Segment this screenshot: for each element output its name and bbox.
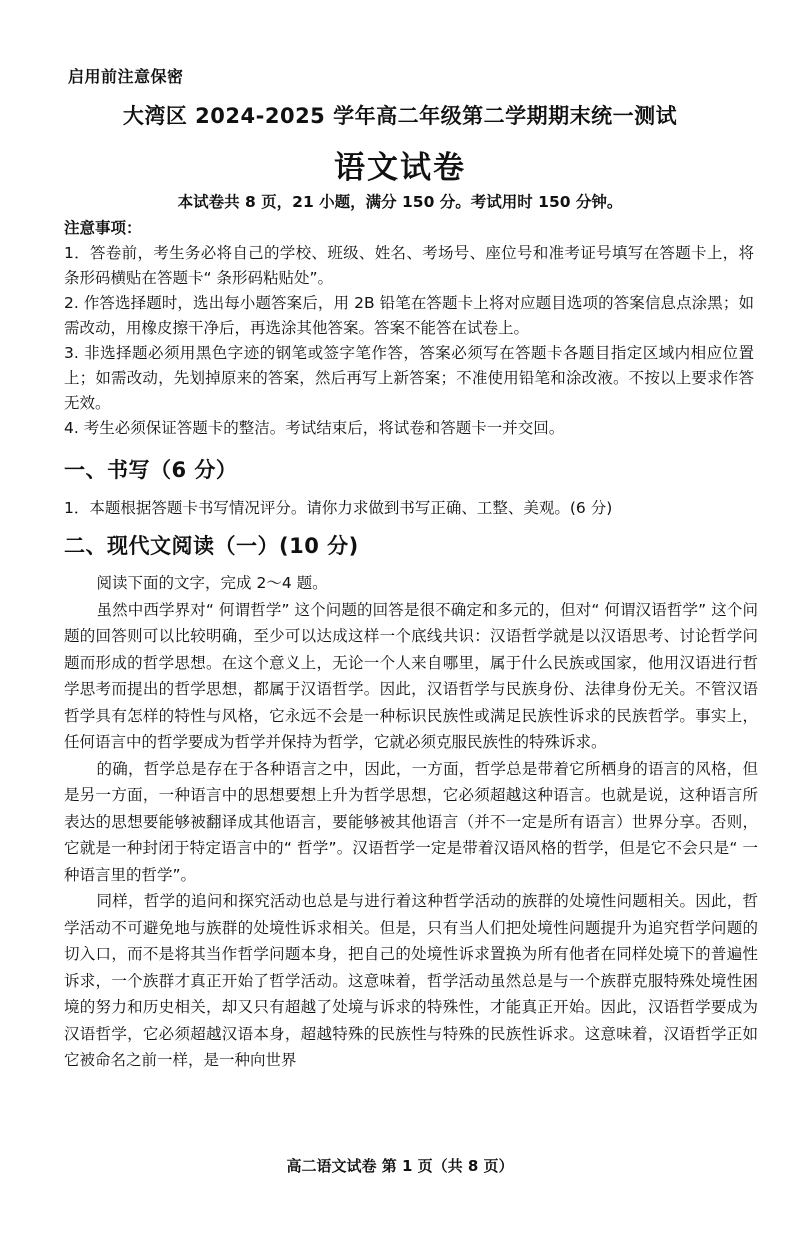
notes-item: 4. 考生必须保证答题卡的整洁。考试结束后，将试卷和答题卡一并交回。	[64, 419, 565, 437]
notes-block	[64, 216, 754, 441]
passage-paragraph: 的确，哲学总是存在于各种语言之中，因此，一方面，哲学总是带着它所栖身的语言的风格，但是另一方面，一种语言中的思想要想上升为哲学思想，它必须超越这种语言。也就是说，这种语言所表达的思想要能够被翻译成其他语言，要能够被其他语言（并不一定是所有语言）世界分享。否则，它就是一种封闭于特定语言中的“ 哲学”。汉语哲学一定是带着汉语风格的哲学，但是它不会只是“ 一种语言里的哲学”。	[64, 759, 758, 884]
notes-item: 1．答卷前，考生务必将自己的学校、班级、姓名、考场号、座位号和准考证号填写在答题卡上，将条形码横贴在答题卡“ 条形码粘贴处”。	[64, 244, 754, 287]
notes-item: 3. 非选择题必须用黑色字迹的钢笔或签字笔作答，答案必须写在答题卡各题目指定区域内相应位置上；如需改动，先划掉原来的答案，然后再写上新答案；不准使用铅笔和涂改液。不按以上要求作答无效。	[64, 344, 754, 412]
question-1: 1．本题根据答题卡书写情况评分。请你力求做到书写正确、工整、美观。(6 分)	[64, 499, 613, 517]
section-heading-writing: 一、书写（6 分）	[64, 458, 238, 482]
confidential-notice: 启用前注意保密	[68, 67, 184, 86]
passage-paragraph: 虽然中西学界对“ 何谓哲学” 这个问题的回答是很不确定和多元的，但对“ 何谓汉语哲学” 这个问题的回答则可以比较明确，至少可以达成这样一个底线共识：汉语哲学就是以汉语思考、讨论哲学问题而形成的哲学思想。在这个意义上，无论一个人来自哪里，属于什么民族或国家，他用汉语进行哲学思考而提出的哲学思想，都属于汉语哲学。因此，汉语哲学与民族身份、法律身份无关。不管汉语哲学具有怎样的特性与风格，它永远不会是一种标识民族性或满足民族性诉求的民族哲学。事实上，任何语言中的哲学要成为哲学并保持为哲学，它就必须克服民族性的特殊诉求。	[64, 600, 758, 751]
notes-heading: 注意事项：	[64, 219, 142, 237]
subject-title: 语文试卷	[334, 150, 466, 186]
passage-paragraph: 同样，哲学的追问和探究活动也总是与进行着这种哲学活动的族群的处境性问题相关。因此，哲学活动不可避免地与族群的处境性诉求相关。但是，只有当人们把处境性问题提升为追究哲学问题的切入口，而不是将其当作哲学问题本身，把自己的处境性诉求置换为所有他者在同样处境下的普遍性诉求，一个族群才真正开始了哲学活动。这意味着，哲学活动虽然总是与一个族群克服特殊处境性困境的努力和历史相关，却又只有超越了处境与诉求的特殊性，才能真正开始。因此，汉语哲学要成为汉语哲学，它必须超越汉语本身，超越特殊的民族性与特殊的民族性诉求。这意味着，汉语哲学正如它被命名之前一样，是一种向世界	[64, 892, 758, 1069]
reading-passage	[64, 570, 758, 1074]
notes-item: 2. 作答选择题时，选出每小题答案后，用 2B 铅笔在答题卡上将对应题目选项的答案信息点涂黑；如需改动，用橡皮擦干净后，再选涂其他答案。答案不能答在试卷上。	[64, 294, 754, 337]
exam-title: 大湾区 2024-2025 学年高二年级第二学期期末统一测试	[122, 104, 678, 128]
page-footer: 高二语文试卷 第 1 页（共 8 页）	[286, 1157, 514, 1175]
section-heading-reading: 二、现代文阅读（一）(10 分)	[64, 534, 359, 558]
exam-info: 本试卷共 8 页，21 小题，满分 150 分。考试用时 150 分钟。	[177, 193, 623, 211]
reading-instruction: 阅读下面的文字，完成 2～4 题。	[96, 574, 328, 592]
